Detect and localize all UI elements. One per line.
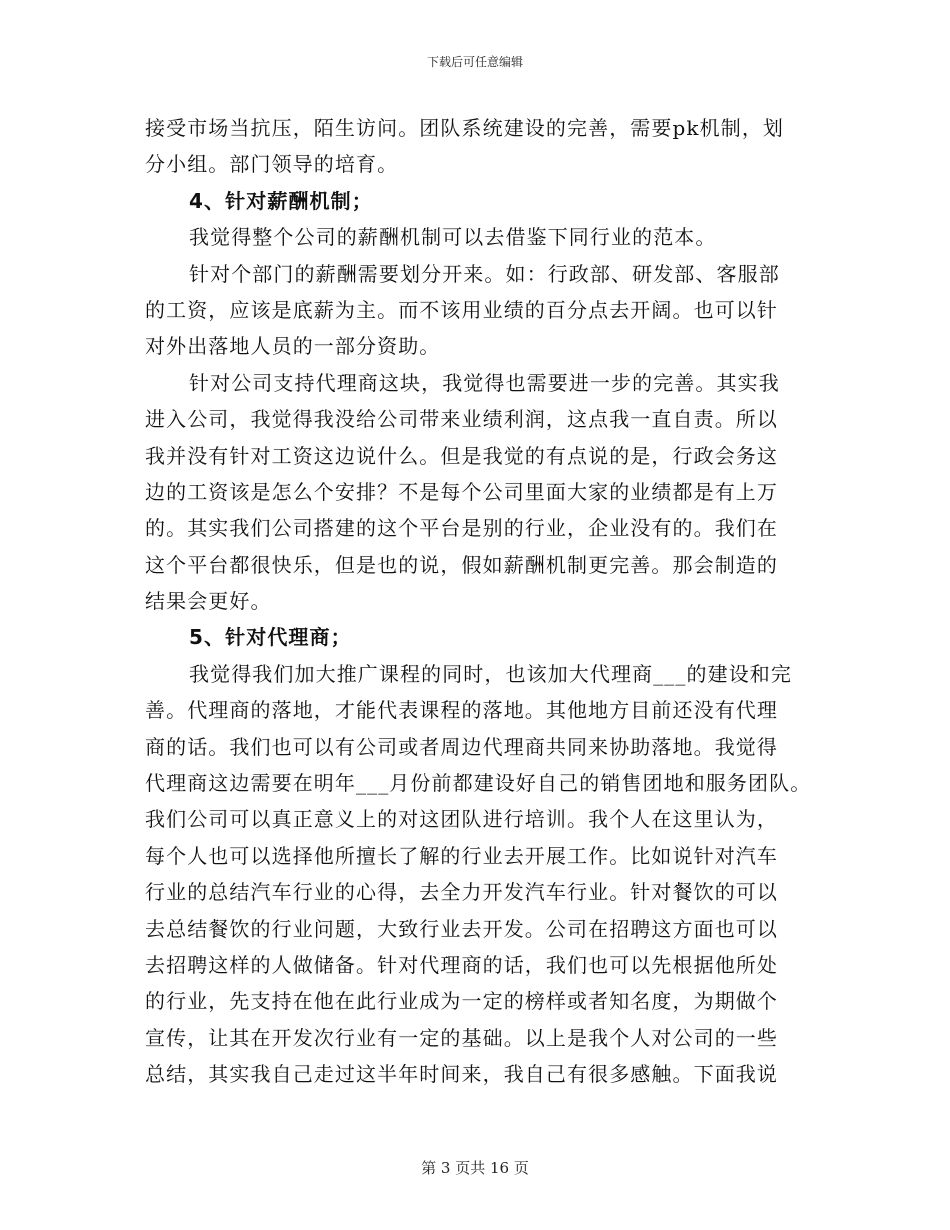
text-line: 商的话。我们也可以有公司或者周边代理商共同来协助落地。我觉得: [145, 734, 778, 759]
section-heading: 5、针对代理商；: [189, 625, 352, 650]
text-line: 结果会更好。: [145, 589, 272, 614]
text-line: 行业的总结汽车行业的心得，去全力开发汽车行业。针对餐饮的可以: [145, 880, 778, 905]
text-line: 接受市场当抗压，陌生访问。团队系统建设的完善，需要pk机制，划: [145, 116, 785, 140]
text-line: 宣传，让其在开发次行业有一定的基础。以上是我个人对公司的一些: [145, 1025, 778, 1050]
text-line: 我觉得我们加大推广课程的同时，也该加大代理商___的建设和完: [189, 661, 792, 686]
text-line: 去总结餐饮的行业问题，大致行业去开发。公司在招聘这方面也可以: [145, 916, 778, 941]
text-line: 针对个部门的薪酬需要划分开来。如：行政部、研发部、客服部: [189, 261, 780, 286]
text-line: 的行业，先支持在他在此行业成为一定的榜样或者知名度，为期做个: [145, 989, 778, 1014]
text-line: 去招聘这样的人做储备。针对代理商的话，我们也可以先根据他所处: [145, 952, 778, 977]
text-line: 对外出落地人员的一部分资助。: [145, 334, 441, 359]
text-line: 这个平台都很快乐，但是也的说，假如薪酬机制更完善。那会制造的: [145, 552, 778, 577]
text-line: 善。代理商的落地，才能代表课程的落地。其他地方目前还没有代理: [145, 698, 778, 723]
text-line: 针对公司支持代理商这块，我觉得也需要进一步的完善。其实我: [189, 370, 780, 395]
text-line: 的。其实我们公司搭建的这个平台是别的行业，企业没有的。我们在: [145, 516, 778, 541]
text-line: 每个人也可以选择他所擅长了解的行业去开展工作。比如说针对汽车: [145, 843, 778, 868]
section-heading: 4、针对薪酬机制；: [189, 188, 373, 213]
text-line: 我们公司可以真正意义上的对这团队进行培训。我个人在这里认为，: [145, 807, 778, 832]
page-header: 下载后可任意编辑: [426, 55, 523, 69]
document-body: [145, 110, 812, 1093]
text-line: 分小组。部门领导的培育。: [145, 152, 399, 177]
text-line: 代理商这边需要在明年___月份前都建设好自己的销售团地和服务团队。: [145, 771, 812, 796]
text-line: 进入公司，我觉得我没给公司带来业绩利润，这点我一直自责。所以: [145, 407, 778, 432]
text-line: 我并没有针对工资这边说什么。但是我觉的有点说的是，行政会务这: [145, 443, 778, 468]
text-line: 总结，其实我自己走过这半年时间来，我自己有很多感触。下面我说: [145, 1062, 778, 1087]
text-line: 我觉得整个公司的薪酬机制可以去借鉴下同行业的范本。: [189, 225, 717, 250]
text-line: 的工资，应该是底薪为主。而不该用业绩的百分点去开阔。也可以针: [145, 297, 778, 322]
text-line: 边的工资该是怎么个安排？不是每个公司里面大家的业绩都是有上万: [145, 479, 778, 504]
page-footer: 第 3 页共 16 页: [421, 1159, 529, 1177]
